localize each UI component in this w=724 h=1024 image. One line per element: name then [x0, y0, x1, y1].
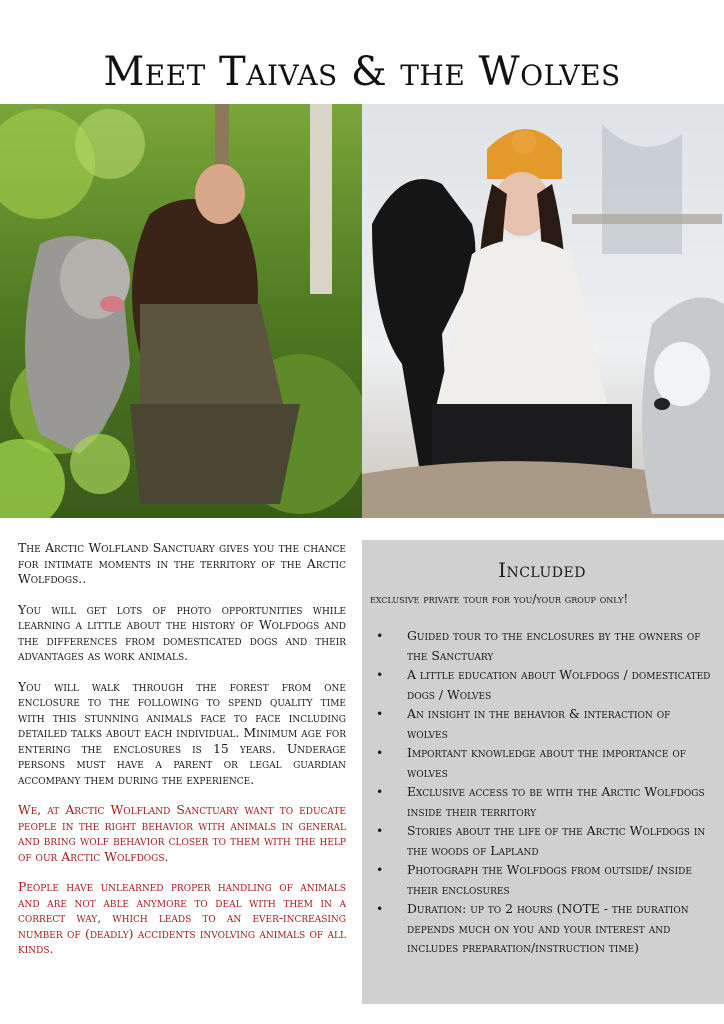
list-item: • Photograph the Wolfdogs from outside/ inside their enclosures: [376, 862, 692, 897]
bullet-icon: •: [376, 901, 384, 916]
snow-wolfdogs-photo: [362, 104, 724, 518]
bullet-icon: •: [376, 862, 384, 877]
list-item: • Stories about the life of the Arctic Wolfdogs in the woods of Lapland: [376, 823, 706, 858]
list-item: • Duration: up to 2 hours (NOTE - the duration depends much on you and your interest and includes preparation/instruction time): [376, 901, 689, 955]
included-list: [370, 626, 714, 958]
intro-paragraph: The Arctic Wolfland Sanctuary gives you the chance for intimate moments in the territory of the Arctic Wolfdogs..: [18, 540, 346, 586]
list-item: • An insight in the behavior & interaction of wolves: [376, 706, 671, 741]
included-tagline: exclusive private tour for you/your group only!: [370, 592, 629, 606]
included-panel: [362, 540, 724, 1004]
bullet-icon: •: [376, 628, 384, 643]
mission-paragraph: People have unlearned proper handling of animals and are not able anymore to deal with them in a correct way, which leads to an ever-increasing number of (deadly) accidents involving animals of all kinds.: [18, 879, 346, 956]
description-column: [18, 540, 346, 972]
bullet-icon: •: [376, 784, 384, 799]
bullet-icon: •: [376, 823, 384, 838]
forest-wolfdog-photo: [0, 104, 362, 518]
mission-paragraph: We, at Arctic Wolfland Sanctuary want to educate people in the right behavior with animals in general and bring wolf behavior closer to them with the help of our Arctic Wolfdogs.: [18, 802, 346, 864]
bullet-icon: •: [376, 706, 384, 721]
page-title: Meet Taivas & the Wolves: [103, 48, 621, 95]
bullet-icon: •: [376, 745, 384, 760]
list-item: • Important knowledge about the importance of wolves: [376, 745, 686, 780]
list-item: • Guided tour to the enclosures by the owners of the Sanctuary: [376, 628, 701, 663]
list-item: • Exclusive access to be with the Arctic Wolfdogs inside their territory: [376, 784, 705, 819]
list-item: • A little education about Wolfdogs / domesticated dogs / Wolves: [376, 667, 711, 702]
included-heading: Included: [498, 558, 586, 582]
intro-paragraph: You will walk through the forest from one enclosure to the following to spend quality time with this stunning animals face to face including detailed talks about each individual. Minimum age for entering the enclosures is 15 years. Underage persons must have a parent or legal guardian accompany them during the experience.: [18, 678, 346, 787]
bullet-icon: •: [376, 667, 384, 682]
intro-paragraph: You will get lots of photo opportunities while learning a little about the history of Wolfdogs and the differences from domesticated dogs and their advantages as work animals.: [18, 601, 346, 663]
